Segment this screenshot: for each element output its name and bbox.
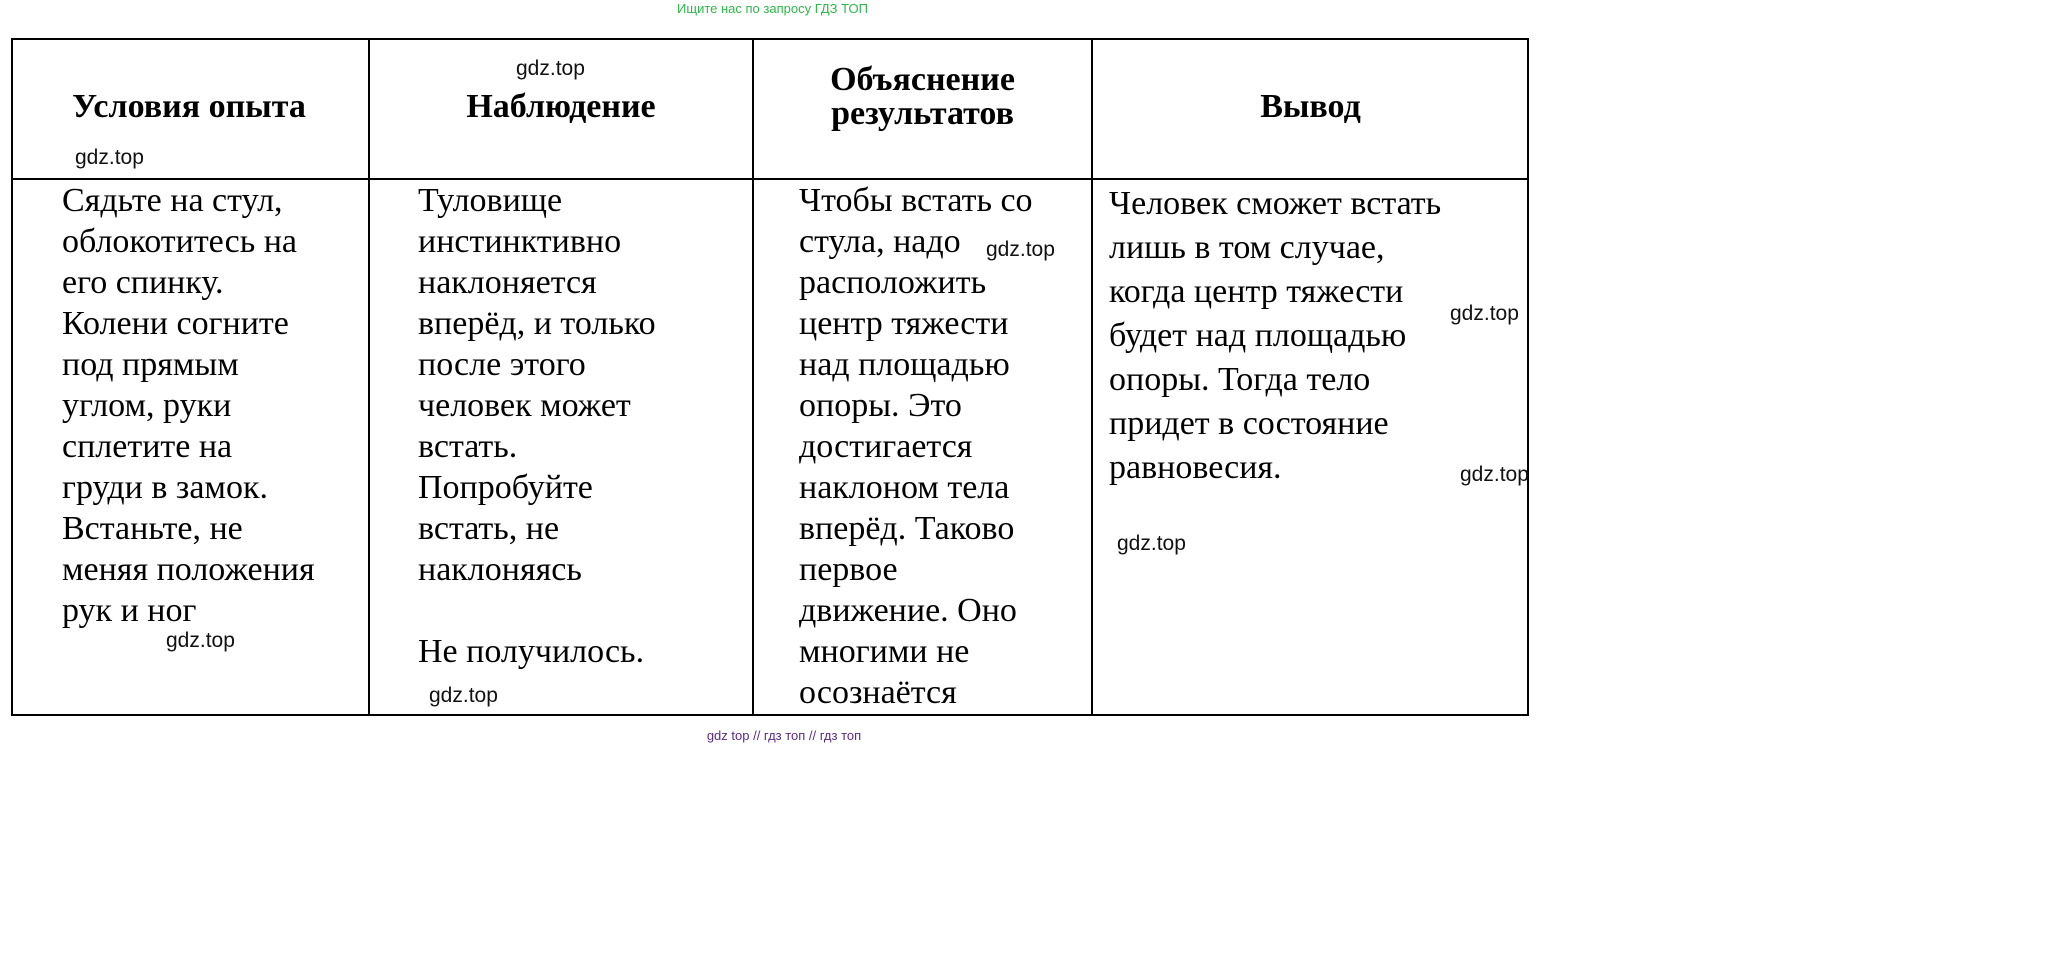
cell-explanation: Чтобы встать со стула, надо расположить центр тяжести над площадью опоры. Это достигается наклоном тела вперёд. Таково первое движение. Оно многими не осознаётся — [799, 182, 1033, 711]
column-divider — [752, 40, 754, 714]
cell-conclusion: Человек сможет встать лишь в том случае, когда центр тяжести будет над площадью опоры. Тогда тело придет в состояние равновесия. — [1109, 185, 1442, 486]
cell-conditions: Сядьте на стул, облокотитесь на его спинку. Колени согните под прямым углом, руки сплетите на груди в замок. Встаньте, не меняя положения рук и ног — [62, 182, 315, 629]
column-divider — [368, 40, 370, 714]
header-explanation: Объяснение результатов — [830, 61, 1015, 132]
watermark: gdz.top — [986, 238, 1055, 261]
watermark: gdz.top — [75, 146, 144, 169]
search-hint-link[interactable]: Ищите нас по запросу ГДЗ ТОП — [677, 1, 868, 16]
watermark: gdz.top — [1450, 302, 1519, 325]
header-observation: Наблюдение — [466, 88, 656, 125]
watermark: gdz.top — [516, 57, 585, 80]
cell-observation: Туловище инстинктивно наклоняется вперёд, и только после этого человек может встать. Попробуйте встать, не наклоняясь Не получилось. — [418, 182, 656, 670]
watermark: gdz.top — [166, 629, 235, 652]
watermark: gdz.top — [1460, 463, 1529, 486]
watermark: gdz.top — [1117, 532, 1186, 555]
watermark: gdz.top — [429, 684, 498, 707]
header-conclusion: Вывод — [1260, 88, 1361, 125]
header-conditions: Условия опыта — [72, 88, 306, 125]
footer-links[interactable]: gdz top // гдз топ // гдз топ — [706, 728, 862, 743]
column-divider — [1091, 40, 1093, 714]
